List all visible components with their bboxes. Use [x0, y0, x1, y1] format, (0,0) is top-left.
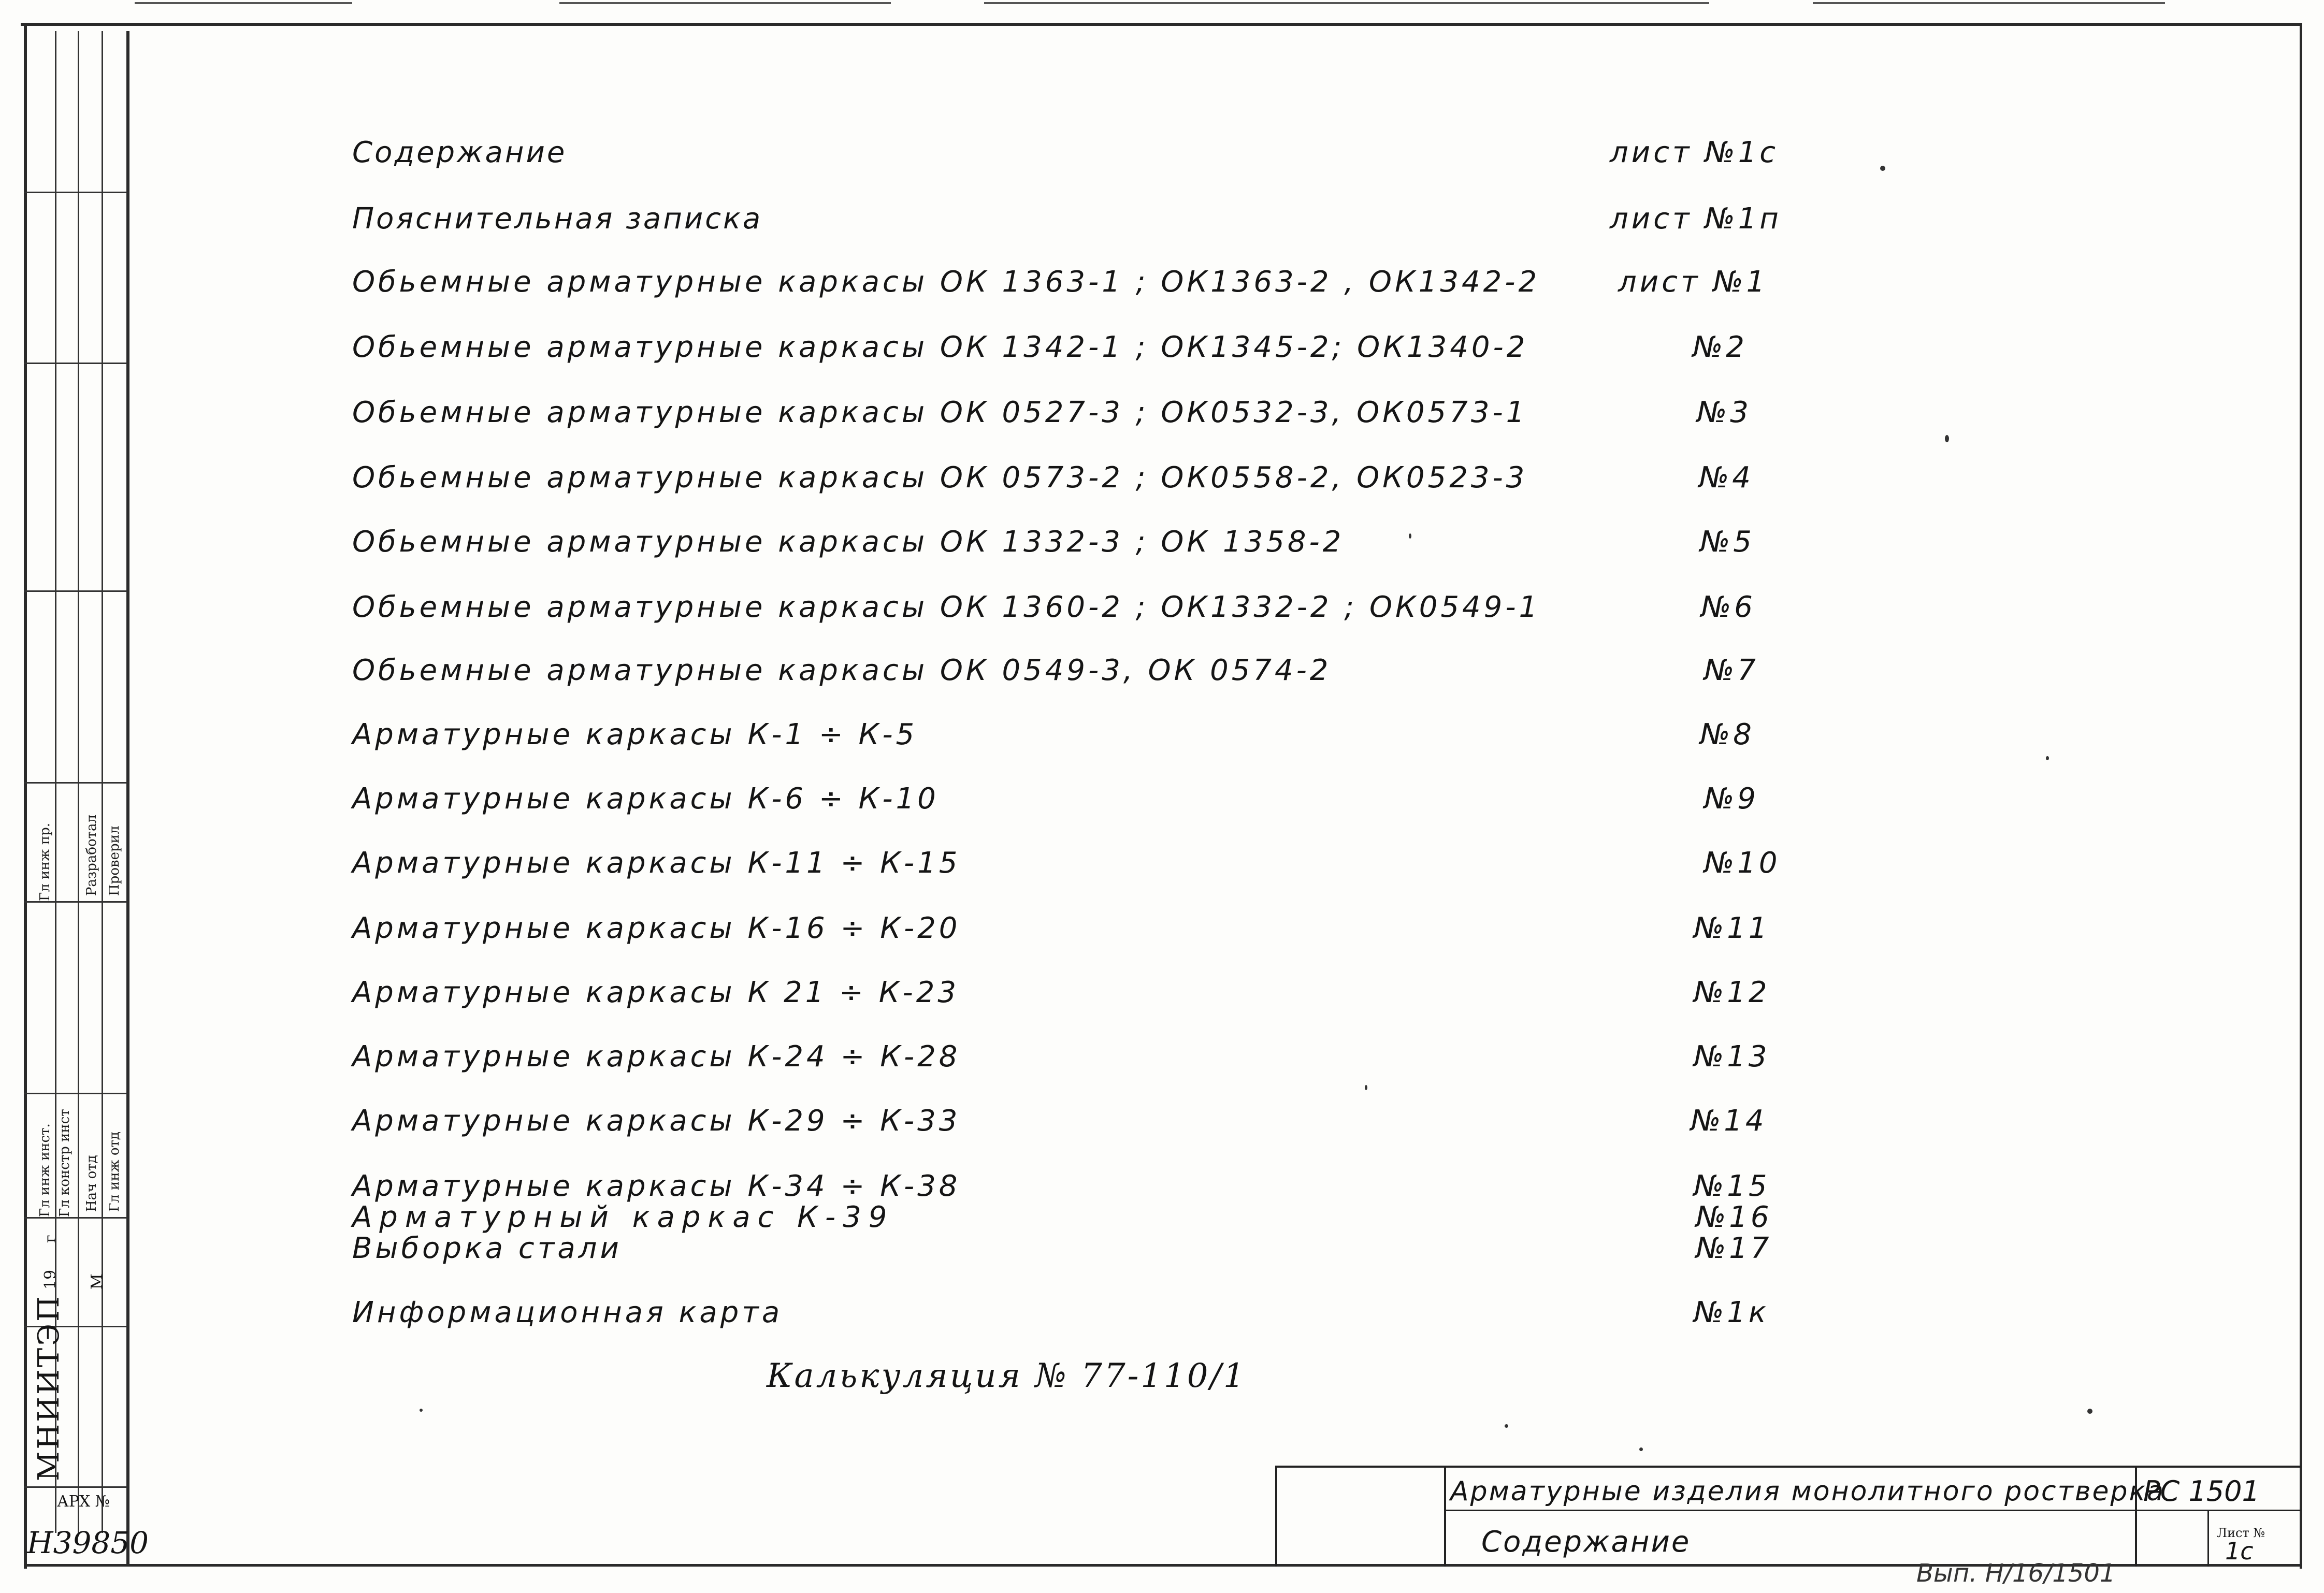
scan-speck: [1365, 1085, 1367, 1090]
role-label: Гл инж пр.: [37, 822, 53, 901]
contents-item-sheet: лист №1с: [1610, 136, 1779, 169]
margin-strip-row: [24, 192, 127, 193]
title-block-title: Арматурные изделия монолитного ростверка: [1450, 1476, 2165, 1507]
scan-line: [1813, 2, 2165, 4]
frame-left-border: [24, 23, 27, 1569]
margin-strip-row: [24, 1093, 127, 1094]
scan-line: [559, 2, 891, 4]
contents-item-title: Содержание: [352, 136, 567, 169]
role-label: Гл инж отд: [107, 1132, 122, 1212]
contents-item-sheet: №15: [1694, 1169, 1770, 1203]
contents-item-sheet: №9: [1704, 782, 1759, 816]
contents-item-title: Арматурные каркасы К-24 ÷ К-28: [352, 1040, 961, 1074]
contents-item-sheet: лист №1п: [1610, 202, 1782, 236]
title-block-top-border: [1275, 1466, 2301, 1468]
scan-speck: [1409, 533, 1411, 539]
contents-item-title: Пояснительная записка: [352, 202, 763, 236]
contents-item-sheet: №13: [1694, 1040, 1770, 1074]
title-block-divider: [1444, 1510, 2301, 1511]
scan-speck: [1505, 1424, 1508, 1428]
organization-name: МНИИТЭП: [32, 1294, 66, 1481]
scan-speck: [420, 1409, 423, 1412]
contents-item-title: Обьемные арматурные каркасы ОК 0573-2 ; ОК0558-2, ОК0523-3: [352, 461, 1528, 495]
contents-item-title: Обьемные арматурные каркасы ОК 1342-1 ; ОК1345-2; ОК1340-2: [352, 330, 1528, 364]
role-label: Гл инж инст.: [37, 1123, 53, 1217]
contents-item-sheet: №10: [1704, 846, 1781, 880]
margin-strip-row: [24, 1217, 127, 1219]
archive-number: Н39850: [27, 1525, 149, 1560]
calculation-reference: Калькуляция № 77-110/1: [767, 1357, 1247, 1395]
contents-item-sheet: №11: [1694, 911, 1770, 945]
title-block-divider: [1444, 1466, 1446, 1567]
contents-item-sheet: №12: [1694, 976, 1770, 1009]
role-label: Нач отд: [84, 1155, 99, 1212]
frame-right-border: [2300, 23, 2302, 1569]
sheet-number: 1с: [2225, 1537, 2254, 1565]
contents-item-title: Обьемные арматурные каркасы ОК 0549-3, ОК 0574-2: [352, 654, 1332, 687]
contents-item-title: Арматурные каркасы К-16 ÷ К-20: [352, 911, 961, 945]
scan-speck: [1880, 166, 1885, 171]
release-stamp: Вып. Н/16/1501: [1916, 1559, 2116, 1588]
title-block-divider: [2207, 1510, 2209, 1567]
contents-item-title: Арматурные каркасы К-11 ÷ К-15: [352, 846, 961, 880]
contents-item-sheet: №7: [1704, 654, 1759, 687]
margin-strip-row: [24, 1486, 127, 1488]
contents-item-title: Арматурные каркасы К-6 ÷ К-10: [352, 782, 939, 816]
contents-item-title: Арматурные каркасы К-1 ÷ К-5: [352, 718, 918, 751]
scan-line: [135, 2, 352, 4]
frame-top-border: [21, 23, 2300, 26]
contents-item-title: Обьемные арматурные каркасы ОК 1332-3 ; ОК 1358-2: [352, 525, 1345, 559]
contents-item-sheet: №16: [1696, 1200, 1772, 1234]
contents-item-sheet: №4: [1699, 461, 1754, 495]
scan-speck: [2046, 756, 2049, 760]
margin-strip-row: [24, 363, 127, 364]
sheet-label: Лист №: [2217, 1526, 2265, 1540]
contents-item-title: Информационная карта: [352, 1296, 783, 1329]
contents-item-sheet: №6: [1701, 590, 1756, 624]
contents-item-title: Выборка стали: [352, 1232, 622, 1265]
scan-line: [984, 2, 1709, 4]
title-block-subtitle: Содержание: [1481, 1525, 1691, 1559]
margin-strip-row: [24, 590, 127, 592]
contents-item-sheet: №1к: [1694, 1296, 1769, 1329]
contents-item-sheet: №17: [1696, 1232, 1772, 1265]
contents-item-sheet: №3: [1697, 396, 1752, 429]
role-label: Гл констр инст: [57, 1109, 73, 1217]
contents-item-sheet: №8: [1700, 718, 1755, 751]
margin-strip-row: [24, 782, 127, 784]
contents-item-sheet: №2: [1693, 330, 1748, 364]
document-code: РС 1501: [2143, 1475, 2260, 1508]
contents-item-title: Арматурные каркасы К-34 ÷ К-38: [352, 1169, 961, 1203]
contents-item-title: Обьемные арматурные каркасы ОК 0527-3 ; ОК0532-3, ОК0573-1: [352, 396, 1528, 429]
contents-item-title: Обьемные арматурные каркасы ОК 1360-2 ; ОК1332-2 ; ОК0549-1: [352, 590, 1541, 624]
year-suffix: г: [41, 1235, 60, 1243]
scan-speck: [1945, 435, 1949, 442]
archive-label: АРХ №: [57, 1493, 110, 1511]
role-label: Разработал: [84, 814, 99, 896]
contents-item-title: Обьемные арматурные каркасы ОК 1363-1 ; ОК1363-2 , ОК1342-2: [352, 265, 1540, 299]
scale-mark: М: [88, 1273, 106, 1290]
scan-speck: [1639, 1447, 1643, 1451]
role-label: Проверил: [107, 826, 122, 896]
margin-strip-row: [24, 901, 127, 903]
title-block-left-border: [1275, 1466, 1277, 1567]
contents-item-title: Арматурные каркасы К 21 ÷ К-23: [352, 976, 960, 1009]
contents-item-title: Арматурный каркас К-39: [352, 1200, 894, 1234]
contents-item-title: Арматурные каркасы К-29 ÷ К-33: [352, 1104, 961, 1138]
contents-item-sheet: лист №1: [1618, 265, 1768, 299]
year-prefix: 19: [41, 1269, 60, 1290]
scan-speck: [2087, 1409, 2092, 1414]
frame-inner-left-border: [126, 31, 129, 1567]
contents-item-sheet: №5: [1700, 525, 1755, 559]
contents-item-sheet: №14: [1691, 1104, 1767, 1138]
